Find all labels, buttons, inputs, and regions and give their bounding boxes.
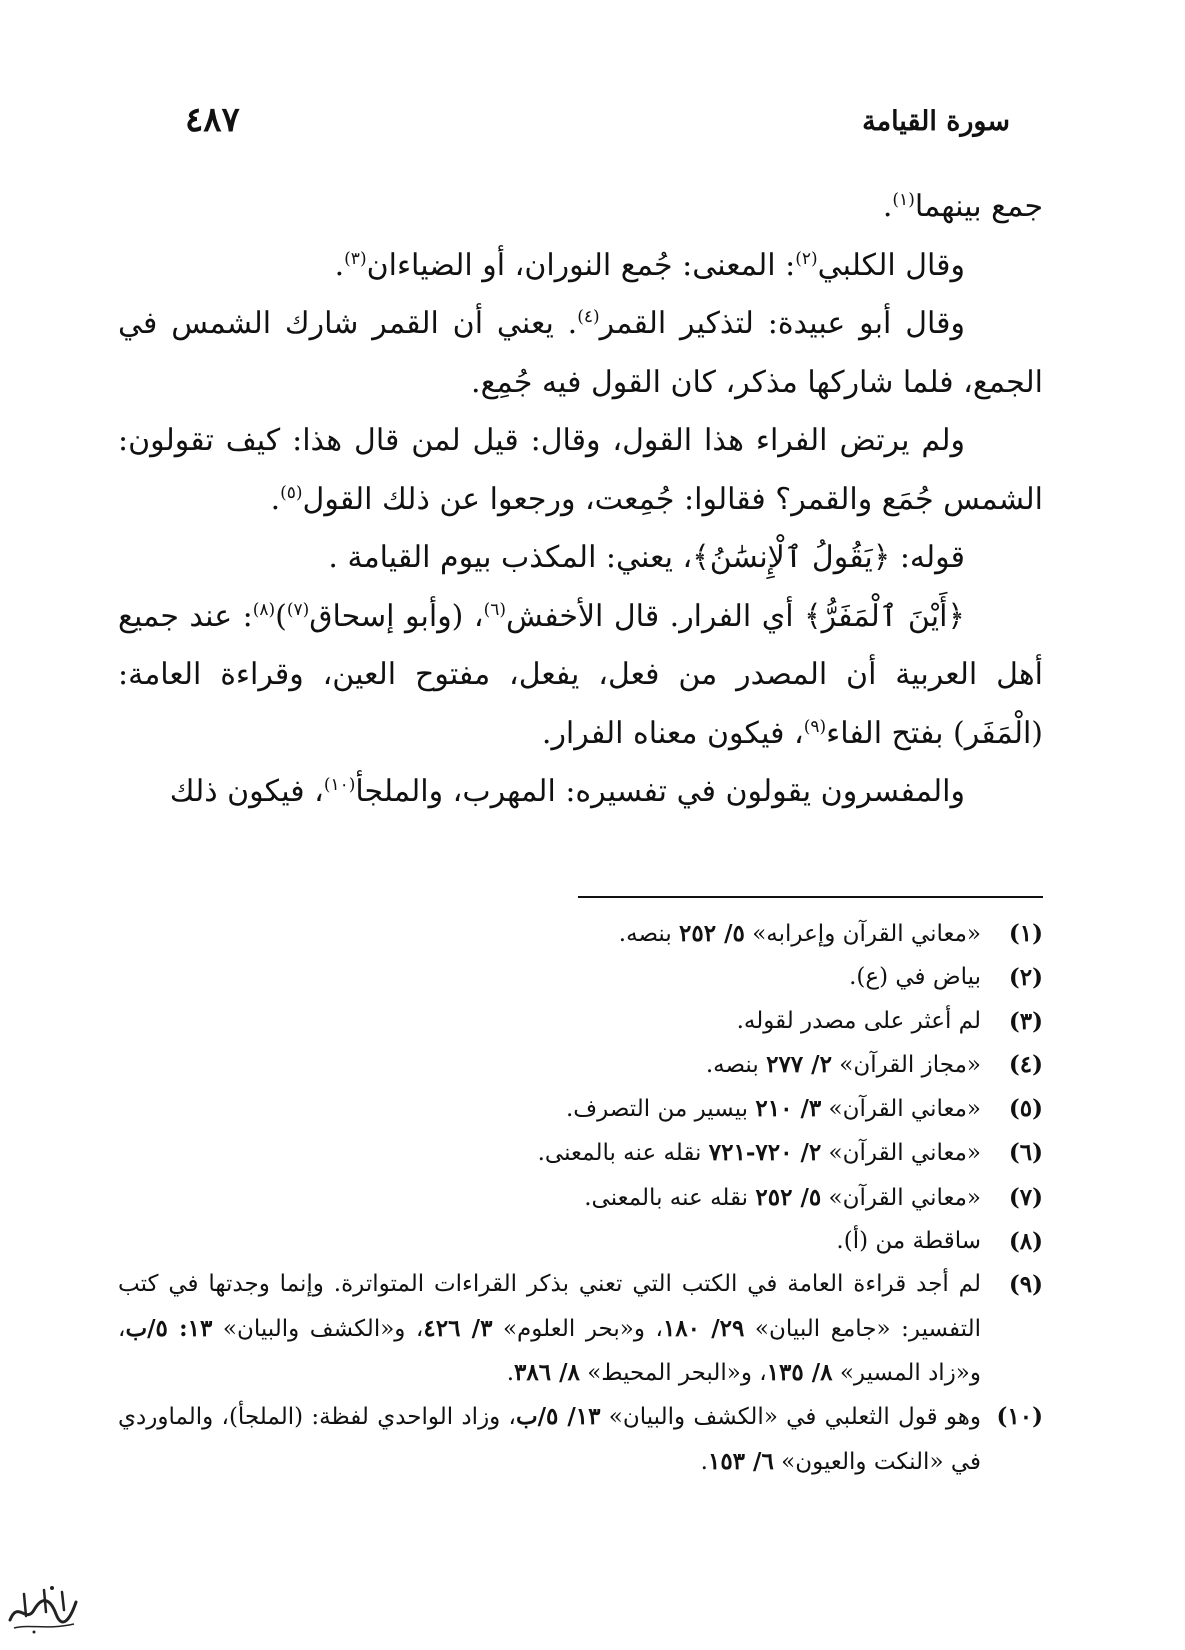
footnote-marker: (٣) bbox=[344, 248, 367, 269]
reference-number: ٥/ ٢٥٢ bbox=[679, 920, 745, 947]
reference-number: ٥/ ٢٥٢ bbox=[755, 1183, 822, 1211]
text-run: . bbox=[700, 1448, 708, 1475]
footnotes bbox=[118, 912, 1043, 1484]
footnote-marker: (٩) bbox=[803, 716, 827, 737]
stamp-logo-icon bbox=[4, 1580, 82, 1638]
text-run: . يعني أن القمر شارك الشمس في الجمع، فلما شاركها مذكر، كان القول فيه جُمِع. bbox=[118, 306, 1043, 400]
text-run: «معاني القرآن» bbox=[821, 1096, 981, 1123]
text-run: «معاني القرآن وإعرابه» bbox=[744, 921, 981, 947]
main-text bbox=[118, 178, 1043, 822]
text-run: «مجاز القرآن» bbox=[831, 1051, 981, 1078]
paragraph bbox=[118, 295, 1043, 412]
reference-number: ٣/ ٤٢٦ bbox=[423, 1314, 493, 1342]
text-run: ، فيكون ذلك bbox=[169, 774, 324, 809]
footnote bbox=[118, 1131, 1043, 1175]
reference-number: ٨/ ٣٨٦ bbox=[514, 1358, 580, 1386]
text-run: . bbox=[270, 481, 281, 517]
footnote-marker: (١) bbox=[892, 190, 915, 210]
text-run: بنصه. bbox=[705, 1051, 767, 1078]
footnote-marker: (٤) bbox=[577, 307, 600, 327]
text-run: بنصه. bbox=[618, 921, 680, 947]
footnote bbox=[118, 912, 1043, 956]
footnote-separator bbox=[578, 896, 1043, 898]
footnote-number: (١٠) bbox=[996, 1403, 1043, 1431]
footnote bbox=[118, 1043, 1043, 1087]
text-run: ، (وأبو إسحاق bbox=[309, 598, 484, 634]
text-run: نقله عنه بالمعنى. bbox=[584, 1184, 756, 1211]
text-run: «معاني القرآن» bbox=[821, 1184, 981, 1211]
reference-number: ٢/ ٧٢٠-٧٢١ bbox=[708, 1139, 822, 1167]
text-run: بيسير من التصرف. bbox=[566, 1096, 756, 1123]
footnote bbox=[118, 1220, 1043, 1263]
text-run: ، و«الكشف والبيان» bbox=[212, 1315, 424, 1342]
text-run: : المعنى: جُمع النوران، أو الضياءان bbox=[366, 247, 796, 283]
paragraph bbox=[118, 529, 1043, 588]
footnote bbox=[118, 956, 1043, 999]
reference-number: ٢/ ٢٧٧ bbox=[766, 1050, 832, 1078]
footnote-number: (٢) bbox=[1008, 964, 1043, 992]
footnote-number: (٥) bbox=[1008, 1095, 1043, 1123]
footnote-marker: (٦) bbox=[483, 599, 506, 620]
paragraph bbox=[118, 412, 1043, 529]
chapter-title: سورة القيامة bbox=[862, 106, 1010, 137]
text-run: : عند جميع أهل العربية أن المصدر من فعل، يفعل، مفتوح العين، وقراءة العامة: (الْمَفَر) بفتح الفاء bbox=[118, 598, 1043, 751]
footnote-number: (٦) bbox=[1008, 1139, 1043, 1167]
reference-number: ٣/ ٢١٠ bbox=[755, 1095, 822, 1123]
text-run: ، و«زاد المسير» bbox=[118, 1315, 981, 1386]
text-run: . bbox=[506, 1359, 515, 1386]
text-run: وقال الكلبي bbox=[817, 247, 965, 283]
footnote-number: (٣) bbox=[1008, 1007, 1043, 1035]
text-run: بياض في (ع). bbox=[849, 964, 981, 991]
text-run: ساقطة من (أ). bbox=[836, 1228, 981, 1255]
footnote-number: (٧) bbox=[1008, 1183, 1043, 1211]
text-run: نقله عنه بالمعنى. bbox=[537, 1140, 709, 1167]
footnote-marker: (٨) bbox=[252, 599, 276, 620]
footnote-marker: (٧) bbox=[286, 599, 310, 620]
footnote-marker: (٥) bbox=[280, 482, 303, 503]
text-run: ﴿أَيْنَ ٱلْمَفَرُّ﴾ أي الفرار. قال الأخفش bbox=[505, 598, 965, 634]
text-run: ، و«البحر المحيط» bbox=[579, 1359, 767, 1386]
footnote-number: (٨) bbox=[1008, 1228, 1043, 1256]
footnote bbox=[118, 1176, 1043, 1220]
text-run: ) bbox=[275, 598, 287, 634]
footnote bbox=[118, 1087, 1043, 1131]
text-run: وقال أبو عبيدة: لتذكير القمر bbox=[599, 306, 965, 341]
reference-number: ١٣/ ٥/ب bbox=[515, 1403, 601, 1431]
reference-number: ٨/ ١٣٥ bbox=[766, 1358, 833, 1386]
footnote-number: (٤) bbox=[1008, 1050, 1043, 1078]
text-run: جمع بينهما bbox=[914, 189, 1043, 224]
footnote bbox=[118, 1000, 1043, 1043]
text-run: ، و«بحر العلوم» bbox=[492, 1315, 663, 1342]
text-run: . bbox=[334, 247, 345, 283]
text-run: ولم يرتض الفراء هذا القول، وقال: قيل لمن قال هذا: كيف تقولون: الشمس جُمَع والقمر؟ فقالوا: جُمِعت، ورجعوا عن ذلك القول bbox=[118, 423, 1043, 517]
page-header bbox=[175, 100, 1010, 150]
reference-number: ٢٩/ ١٨٠ bbox=[662, 1314, 745, 1342]
reference-number: ٦/ ١٥٣ bbox=[707, 1447, 774, 1475]
footnote-number: (٩) bbox=[1008, 1271, 1043, 1299]
stamp-logo bbox=[4, 1580, 82, 1638]
footnote bbox=[118, 1263, 1043, 1395]
text-run: ، فيكون معناه الفرار. bbox=[541, 715, 804, 751]
footnote-marker: (٢) bbox=[795, 248, 818, 269]
text-run: «معاني القرآن» bbox=[821, 1140, 981, 1167]
footnote-number: (١) bbox=[1008, 920, 1043, 947]
text-run: وهو قول الثعلبي في «الكشف والبيان» bbox=[600, 1404, 981, 1431]
text-run: والمفسرون يقولون في تفسيره: المهرب، والملجأ bbox=[355, 774, 965, 809]
paragraph bbox=[118, 178, 1043, 237]
paragraph bbox=[118, 588, 1043, 764]
paragraph bbox=[118, 763, 1043, 822]
footnote bbox=[118, 1395, 1043, 1484]
text-run: لم أجد قراءة العامة في الكتب التي تعني بذكر القراءات المتواترة. وإنما وجدتها في كتب التفسير: «جامع البيان» bbox=[118, 1271, 981, 1342]
paragraph bbox=[118, 237, 1043, 296]
text-run: قوله: ﴿يَقُولُ ٱلْإِنسَٰنُ﴾، يعني: المكذب بيوم القيامة . bbox=[328, 540, 965, 575]
text-run: ، وزاد الواحدي لفظة: (الملجأ)، والماوردي في «النكت والعيون» bbox=[118, 1404, 981, 1475]
text-run: لم أعثر على مصدر لقوله. bbox=[736, 1007, 981, 1034]
page-number: ٤٨٧ bbox=[185, 100, 240, 140]
footnote-marker: (١٠) bbox=[323, 775, 356, 795]
text-run: . bbox=[882, 189, 893, 224]
reference-number: ١٣: ٥/ب bbox=[125, 1314, 213, 1342]
